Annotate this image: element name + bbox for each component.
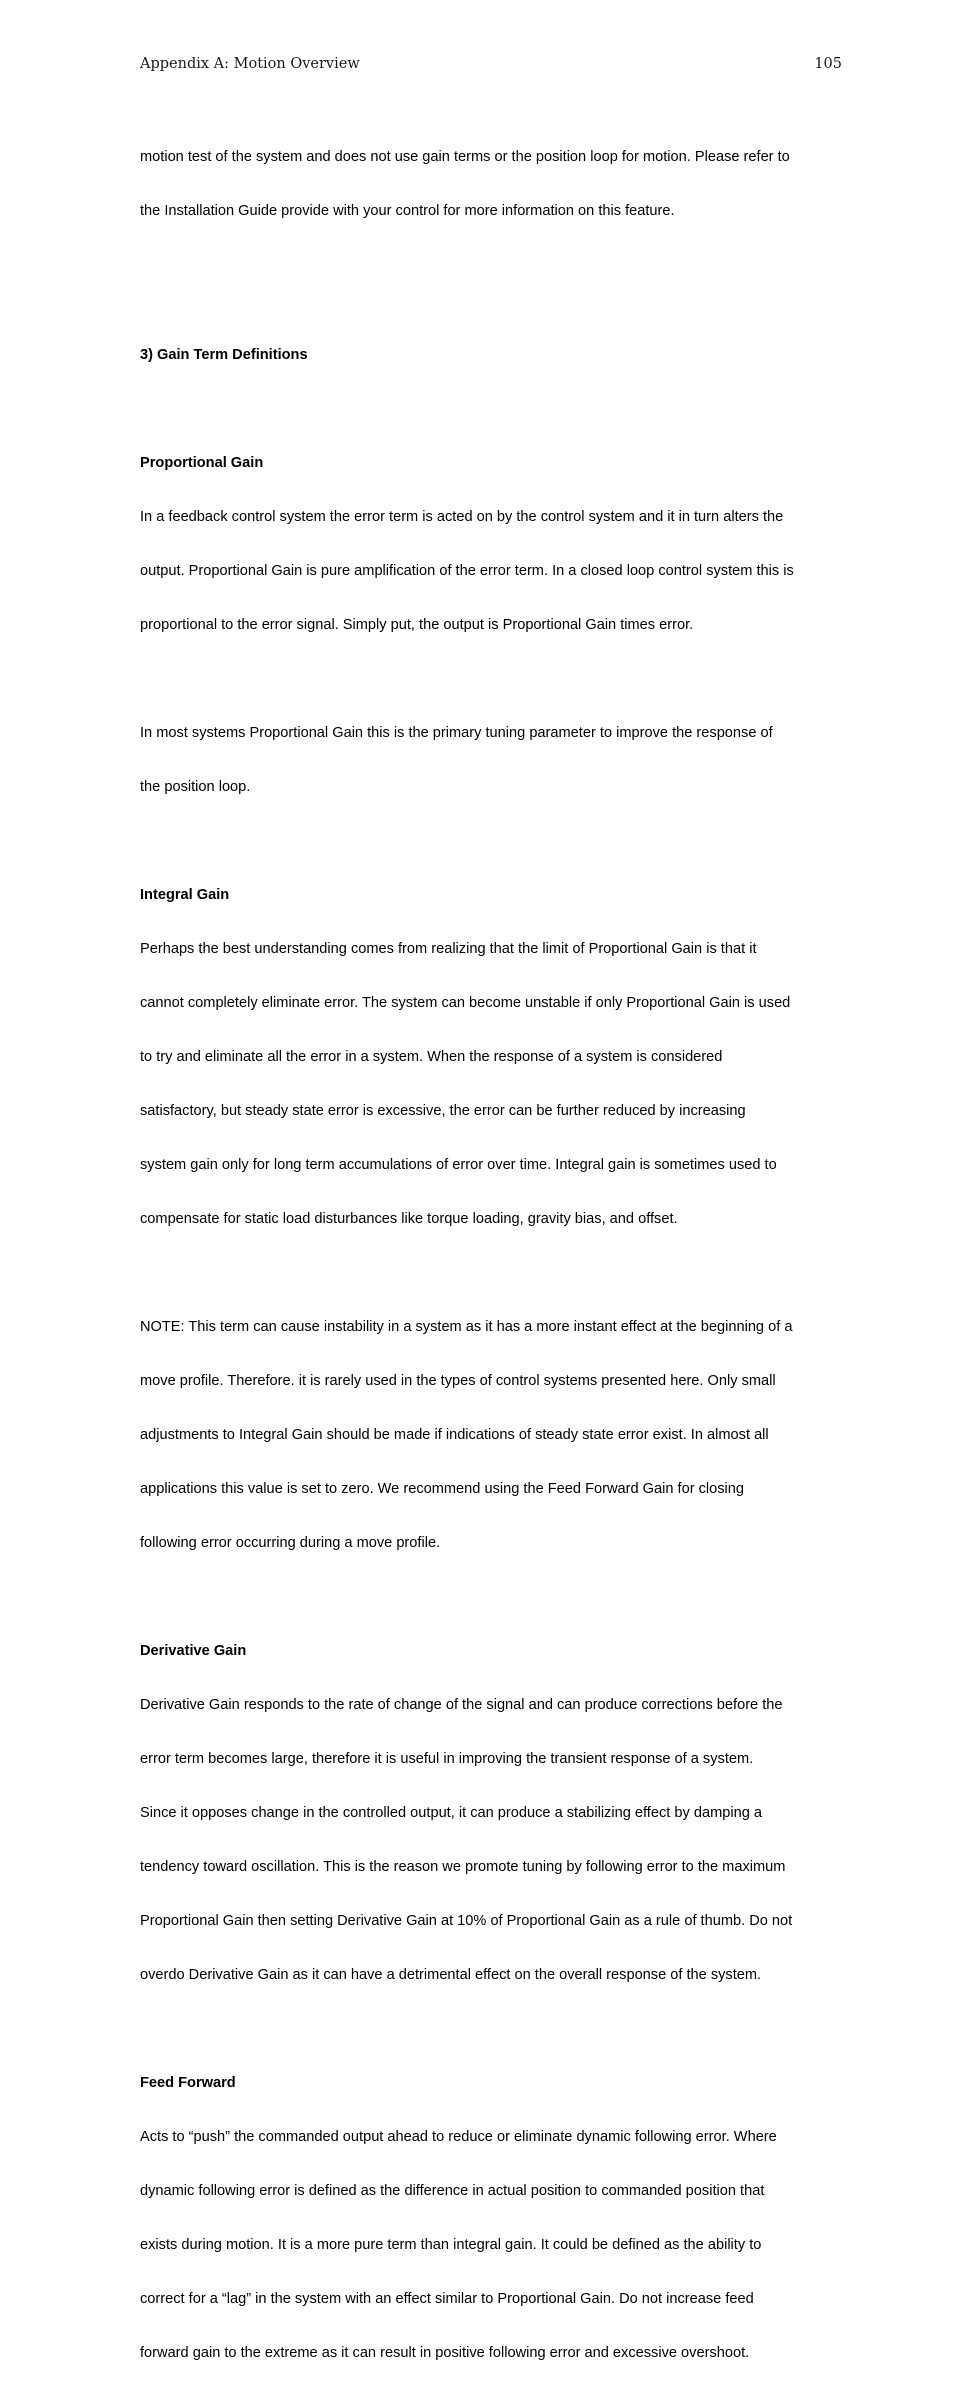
integral-gain-section [140,850,842,1264]
text-line: Since it opposes change in the controlled output, it can produce a stabilizing effect by damping a [140,1805,762,1821]
derivative-gain-section [140,1606,842,2020]
text-line: satisfactory, but steady state error is excessive, the error can be further reduced by increasing [140,1103,746,1119]
spacer [140,1588,842,1606]
integral-gain-note [140,1282,842,1588]
spacer [140,670,842,688]
spacer [140,832,842,850]
spacer [140,1264,842,1282]
text-line: applications this value is set to zero. We recommend using the Feed Forward Gain for closing [140,1481,745,1497]
text-line: error term becomes large, therefore it is useful in improving the transient response of a system. [140,1751,754,1767]
text-line: overdo Derivative Gain as it can have a detrimental effect on the overall response of the system. [140,1967,762,1983]
text-line: cannot completely eliminate error. The system can become unstable if only Proportional Gain is used [140,995,791,1011]
body-text [140,112,842,2398]
text-line: tendency toward oscillation. This is the reason we promote tuning by following error to the maximum [140,1859,786,1875]
text-line: to try and eliminate all the error in a system. When the response of a system is considered [140,1049,723,1065]
spacer [140,256,842,310]
feed-forward-heading: Feed Forward [140,2075,236,2091]
intro-paragraph [140,112,842,256]
derivative-gain-heading: Derivative Gain [140,1643,247,1659]
spacer [140,2020,842,2038]
text-line: system gain only for long term accumulations of error over time. Integral gain is sometimes used to [140,1157,777,1173]
page-number: 105 [814,56,842,72]
section-heading-text: 3) Gain Term Definitions [140,347,308,363]
text-line: dynamic following error is defined as the difference in actual position to commanded position that [140,2183,765,2199]
proportional-gain-heading: Proportional Gain [140,455,264,471]
spacer [140,400,842,418]
text-line: Perhaps the best understanding comes from realizing that the limit of Proportional Gain is that it [140,941,757,957]
text-line: motion test of the system and does not use gain terms or the position loop for motion. Please refer to [140,149,790,165]
text-line: proportional to the error signal. Simply put, the output is Proportional Gain times error. [140,617,694,633]
text-line: correct for a “lag” in the system with an effect similar to Proportional Gain. Do not increase feed [140,2291,754,2307]
text-line: adjustments to Integral Gain should be made if indications of steady state error exist. In almost all [140,1427,769,1443]
text-line: the Installation Guide provide with your control for more information on this feature. [140,203,675,219]
integral-gain-heading: Integral Gain [140,887,230,903]
text-line: following error occurring during a move profile. [140,1535,441,1551]
text-line: forward gain to the extreme as it can result in positive following error and excessive overshoot. [140,2345,750,2361]
text-line: Acts to “push” the commanded output ahead to reduce or eliminate dynamic following error. Where [140,2129,777,2145]
header-title: Appendix A: Motion Overview [140,56,360,72]
text-line: move profile. Therefore. it is rarely used in the types of control systems presented here. Only small [140,1373,776,1389]
text-line: output. Proportional Gain is pure amplification of the error term. In a closed loop control system this is [140,563,794,579]
text-line: the position loop. [140,779,251,795]
text-line: compensate for static load disturbances like torque loading, gravity bias, and offset. [140,1211,678,1227]
text-line: exists during motion. It is a more pure term than integral gain. It could be defined as the ability to [140,2237,762,2253]
text-line: NOTE: This term can cause instability in a system as it has a more instant effect at the beginning of a [140,1319,793,1335]
text-line: Derivative Gain responds to the rate of change of the signal and can produce corrections before the [140,1697,783,1713]
text-line: Proportional Gain then setting Derivative Gain at 10% of Proportional Gain as a rule of thumb. Do not [140,1913,793,1929]
running-header [140,56,842,76]
feed-forward-section [140,2038,842,2398]
proportional-gain-paragraph-2 [140,688,842,832]
proportional-gain-section [140,418,842,670]
section-heading [140,310,842,400]
text-line: In a feedback control system the error term is acted on by the control system and it in turn alters the [140,509,784,525]
text-line: In most systems Proportional Gain this is the primary tuning parameter to improve the response of [140,725,773,741]
